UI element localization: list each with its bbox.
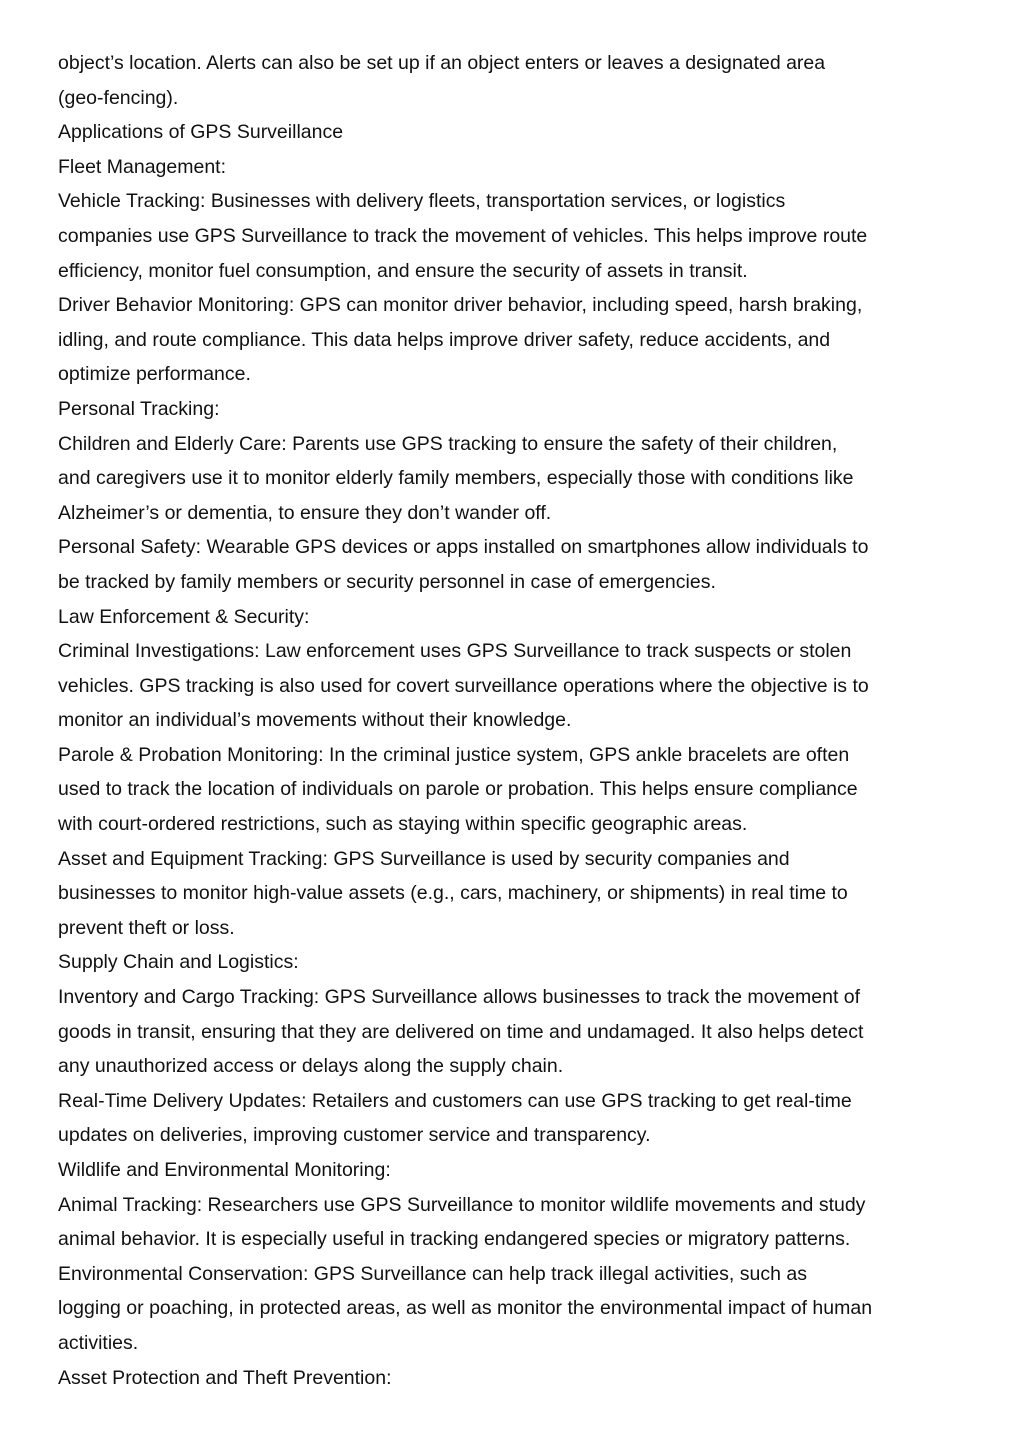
text-line: goods in transit, ensuring that they are delivered on time and undamaged. It also helps detect xyxy=(58,1020,864,1043)
text-line: monitor an individual’s movements without their knowledge. xyxy=(58,709,572,732)
subsection-heading: Supply Chain and Logistics: xyxy=(58,951,299,974)
text-line: with court-ordered restrictions, such as staying within specific geographic areas. xyxy=(58,813,748,836)
text-line: Animal Tracking: Researchers use GPS Surveillance to monitor wildlife movements and study xyxy=(58,1193,866,1216)
text-line: be tracked by family members or security personnel in case of emergencies. xyxy=(58,570,716,593)
text-line: Criminal Investigations: Law enforcement uses GPS Surveillance to track suspects or stolen xyxy=(58,640,852,663)
text-line: Vehicle Tracking: Businesses with delivery fleets, transportation services, or logistics xyxy=(58,190,786,213)
text-line: logging or poaching, in protected areas, as well as monitor the environmental impact of human xyxy=(58,1297,873,1320)
text-line: Alzheimer’s or dementia, to ensure they don’t wander off. xyxy=(58,501,552,524)
text-line: used to track the location of individuals on parole or probation. This helps ensure compliance xyxy=(58,778,858,801)
text-line: (geo-fencing). xyxy=(58,86,179,109)
text-line: prevent theft or loss. xyxy=(58,916,235,939)
text-line: Personal Safety: Wearable GPS devices or apps installed on smartphones allow individuals to xyxy=(58,536,869,559)
subsection-heading: Fleet Management: xyxy=(58,155,227,178)
text-line: Inventory and Cargo Tracking: GPS Surveillance allows businesses to track the movement of xyxy=(58,986,861,1009)
text-line: businesses to monitor high-value assets (e.g., cars, machinery, or shipments) in real time to xyxy=(58,882,848,905)
subsection-heading: Asset Protection and Theft Prevention: xyxy=(58,1366,392,1389)
subsection-heading: Personal Tracking: xyxy=(58,397,220,420)
document-body xyxy=(58,46,978,1395)
section-heading: Applications of GPS Surveillance xyxy=(58,121,344,144)
text-line: and caregivers use it to monitor elderly family members, especially those with conditions like xyxy=(58,467,854,490)
text-line: Driver Behavior Monitoring: GPS can monitor driver behavior, including speed, harsh braking, xyxy=(58,294,863,317)
text-line: optimize performance. xyxy=(58,363,251,386)
text-line: efficiency, monitor fuel consumption, and ensure the security of assets in transit. xyxy=(58,259,748,282)
text-line: any unauthorized access or delays along the supply chain. xyxy=(58,1055,564,1078)
subsection-heading: Law Enforcement & Security: xyxy=(58,605,310,628)
text-line: Real-Time Delivery Updates: Retailers and customers can use GPS tracking to get real-time xyxy=(58,1089,852,1112)
text-line: updates on deliveries, improving customer service and transparency. xyxy=(58,1124,651,1147)
text-line: Children and Elderly Care: Parents use GPS tracking to ensure the safety of their children, xyxy=(58,432,838,455)
text-line: Asset and Equipment Tracking: GPS Surveillance is used by security companies and xyxy=(58,847,790,870)
text-line: vehicles. GPS tracking is also used for covert surveillance operations where the objective is to xyxy=(58,674,869,697)
text-line: animal behavior. It is especially useful in tracking endangered species or migratory patterns. xyxy=(58,1228,851,1251)
text-line: Environmental Conservation: GPS Surveillance can help track illegal activities, such as xyxy=(58,1262,807,1285)
text-line: object’s location. Alerts can also be set up if an object enters or leaves a designated area xyxy=(58,52,826,74)
text-line: Parole & Probation Monitoring: In the criminal justice system, GPS ankle bracelets are often xyxy=(58,743,850,766)
text-line: activities. xyxy=(58,1331,139,1354)
text-line: idling, and route compliance. This data helps improve driver safety, reduce accidents, and xyxy=(58,328,831,351)
subsection-heading: Wildlife and Environmental Monitoring: xyxy=(58,1159,391,1181)
text-line: companies use GPS Surveillance to track the movement of vehicles. This helps improve route xyxy=(58,224,868,247)
